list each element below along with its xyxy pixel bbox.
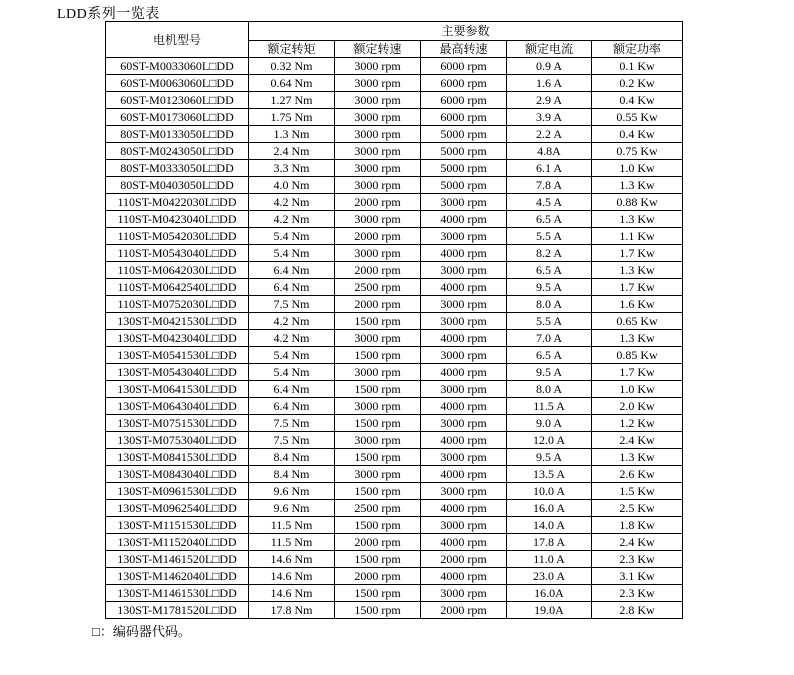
rated-speed-cell: 3000 rpm	[335, 160, 421, 177]
table-row	[106, 364, 683, 381]
rated-current-cell: 17.8 A	[507, 534, 592, 551]
rated-torque-cell: 14.6 Nm	[249, 551, 335, 568]
max-speed-cell: 4000 rpm	[421, 330, 507, 347]
rated-current-cell: 11.0 A	[507, 551, 592, 568]
model-cell: 130ST-M0843040L□DD	[106, 466, 249, 483]
table-row	[106, 449, 683, 466]
table-row	[106, 602, 683, 619]
rated-power-cell: 2.5 Kw	[592, 500, 683, 517]
rated-power-cell: 2.0 Kw	[592, 398, 683, 415]
rated-current-cell: 6.5 A	[507, 347, 592, 364]
rated-speed-cell: 2000 rpm	[335, 228, 421, 245]
rated-torque-cell: 2.4 Nm	[249, 143, 335, 160]
rated-current-cell: 6.1 A	[507, 160, 592, 177]
model-cell: 110ST-M0543040L□DD	[106, 245, 249, 262]
max-speed-cell: 3000 rpm	[421, 313, 507, 330]
model-cell: 110ST-M0752030L□DD	[106, 296, 249, 313]
model-cell: 60ST-M0173060L□DD	[106, 109, 249, 126]
table-row	[106, 211, 683, 228]
rated-power-cell: 2.8 Kw	[592, 602, 683, 619]
rated-power-cell: 1.7 Kw	[592, 279, 683, 296]
rated-speed-cell: 3000 rpm	[335, 58, 421, 75]
max-speed-cell: 3000 rpm	[421, 381, 507, 398]
max-speed-cell: 3000 rpm	[421, 194, 507, 211]
table-row	[106, 58, 683, 75]
max-speed-cell: 3000 rpm	[421, 483, 507, 500]
rated-power-cell: 1.7 Kw	[592, 364, 683, 381]
rated-speed-cell: 2500 rpm	[335, 500, 421, 517]
model-cell: 130ST-M0423040L□DD	[106, 330, 249, 347]
rated-current-cell: 6.5 A	[507, 262, 592, 279]
rated-speed-cell: 1500 rpm	[335, 449, 421, 466]
table-row	[106, 585, 683, 602]
model-cell: 130ST-M0421530L□DD	[106, 313, 249, 330]
rated-torque-cell: 11.5 Nm	[249, 517, 335, 534]
table-row	[106, 432, 683, 449]
rated-speed-cell: 1500 rpm	[335, 602, 421, 619]
rated-speed-cell: 3000 rpm	[335, 330, 421, 347]
rated-speed-cell: 1500 rpm	[335, 313, 421, 330]
max-speed-cell: 4000 rpm	[421, 211, 507, 228]
rated-power-cell: 2.3 Kw	[592, 585, 683, 602]
rated-speed-cell: 3000 rpm	[335, 398, 421, 415]
table-row	[106, 109, 683, 126]
rated-current-cell: 10.0 A	[507, 483, 592, 500]
rated-current-cell: 11.5 A	[507, 398, 592, 415]
model-cell: 130ST-M1151530L□DD	[106, 517, 249, 534]
rated-current-cell: 8.0 A	[507, 296, 592, 313]
model-cell: 110ST-M0542030L□DD	[106, 228, 249, 245]
rated-speed-cell: 3000 rpm	[335, 211, 421, 228]
rated-torque-cell: 4.0 Nm	[249, 177, 335, 194]
column-header-main-params: 主要参数	[249, 22, 683, 41]
max-speed-cell: 5000 rpm	[421, 160, 507, 177]
rated-speed-cell: 1500 rpm	[335, 483, 421, 500]
rated-current-cell: 9.5 A	[507, 364, 592, 381]
rated-speed-cell: 3000 rpm	[335, 143, 421, 160]
rated-torque-cell: 9.6 Nm	[249, 483, 335, 500]
rated-speed-cell: 1500 rpm	[335, 381, 421, 398]
rated-torque-cell: 3.3 Nm	[249, 160, 335, 177]
rated-torque-cell: 1.75 Nm	[249, 109, 335, 126]
table-row	[106, 483, 683, 500]
rated-speed-cell: 2500 rpm	[335, 279, 421, 296]
model-cell: 130ST-M0641530L□DD	[106, 381, 249, 398]
max-speed-cell: 4000 rpm	[421, 279, 507, 296]
rated-speed-cell: 2000 rpm	[335, 568, 421, 585]
rated-current-cell: 9.0 A	[507, 415, 592, 432]
max-speed-cell: 2000 rpm	[421, 602, 507, 619]
model-cell: 60ST-M0033060L□DD	[106, 58, 249, 75]
max-speed-cell: 5000 rpm	[421, 143, 507, 160]
encoder-code-footnote: □：编码器代码。	[92, 624, 191, 639]
model-cell: 130ST-M0962540L□DD	[106, 500, 249, 517]
rated-torque-cell: 5.4 Nm	[249, 228, 335, 245]
max-speed-cell: 4000 rpm	[421, 364, 507, 381]
model-cell: 110ST-M0423040L□DD	[106, 211, 249, 228]
max-speed-cell: 4000 rpm	[421, 534, 507, 551]
rated-torque-cell: 5.4 Nm	[249, 245, 335, 262]
max-speed-cell: 6000 rpm	[421, 92, 507, 109]
max-speed-cell: 6000 rpm	[421, 75, 507, 92]
rated-torque-cell: 14.6 Nm	[249, 568, 335, 585]
rated-power-cell: 0.1 Kw	[592, 58, 683, 75]
table-row	[106, 330, 683, 347]
table-row	[106, 92, 683, 109]
rated-power-cell: 0.4 Kw	[592, 92, 683, 109]
table-row	[106, 75, 683, 92]
max-speed-cell: 2000 rpm	[421, 551, 507, 568]
rated-power-cell: 1.2 Kw	[592, 415, 683, 432]
rated-power-cell: 1.3 Kw	[592, 262, 683, 279]
rated-torque-cell: 5.4 Nm	[249, 364, 335, 381]
rated-speed-cell: 1500 rpm	[335, 551, 421, 568]
max-speed-cell: 6000 rpm	[421, 109, 507, 126]
max-speed-cell: 3000 rpm	[421, 228, 507, 245]
max-speed-cell: 4000 rpm	[421, 432, 507, 449]
rated-torque-cell: 6.4 Nm	[249, 262, 335, 279]
header-row-group	[106, 22, 683, 41]
rated-power-cell: 2.4 Kw	[592, 534, 683, 551]
table-row	[106, 160, 683, 177]
rated-current-cell: 13.5 A	[507, 466, 592, 483]
rated-power-cell: 1.3 Kw	[592, 177, 683, 194]
rated-current-cell: 8.0 A	[507, 381, 592, 398]
rated-torque-cell: 1.3 Nm	[249, 126, 335, 143]
table-row	[106, 194, 683, 211]
rated-current-cell: 4.5 A	[507, 194, 592, 211]
table-row	[106, 313, 683, 330]
rated-power-cell: 1.3 Kw	[592, 211, 683, 228]
rated-speed-cell: 2000 rpm	[335, 296, 421, 313]
rated-speed-cell: 2000 rpm	[335, 262, 421, 279]
rated-current-cell: 12.0 A	[507, 432, 592, 449]
rated-torque-cell: 11.5 Nm	[249, 534, 335, 551]
rated-speed-cell: 3000 rpm	[335, 364, 421, 381]
rated-speed-cell: 3000 rpm	[335, 109, 421, 126]
column-header-rated-speed: 额定转速	[335, 41, 421, 58]
max-speed-cell: 4000 rpm	[421, 500, 507, 517]
rated-power-cell: 0.85 Kw	[592, 347, 683, 364]
column-header-rated-current: 额定电流	[507, 41, 592, 58]
table-row	[106, 296, 683, 313]
model-cell: 110ST-M0642030L□DD	[106, 262, 249, 279]
rated-power-cell: 0.75 Kw	[592, 143, 683, 160]
model-cell: 130ST-M1461530L□DD	[106, 585, 249, 602]
max-speed-cell: 3000 rpm	[421, 517, 507, 534]
rated-current-cell: 9.5 A	[507, 449, 592, 466]
max-speed-cell: 3000 rpm	[421, 347, 507, 364]
rated-power-cell: 1.3 Kw	[592, 449, 683, 466]
rated-current-cell: 2.9 A	[507, 92, 592, 109]
rated-current-cell: 4.8A	[507, 143, 592, 160]
model-cell: 130ST-M1461520L□DD	[106, 551, 249, 568]
table-row	[106, 143, 683, 160]
rated-speed-cell: 1500 rpm	[335, 585, 421, 602]
rated-current-cell: 5.5 A	[507, 313, 592, 330]
rated-power-cell: 1.7 Kw	[592, 245, 683, 262]
rated-current-cell: 3.9 A	[507, 109, 592, 126]
table-row	[106, 534, 683, 551]
max-speed-cell: 5000 rpm	[421, 126, 507, 143]
max-speed-cell: 3000 rpm	[421, 262, 507, 279]
rated-power-cell: 1.0 Kw	[592, 381, 683, 398]
rated-torque-cell: 7.5 Nm	[249, 415, 335, 432]
rated-power-cell: 2.6 Kw	[592, 466, 683, 483]
model-cell: 80ST-M0133050L□DD	[106, 126, 249, 143]
model-cell: 130ST-M0541530L□DD	[106, 347, 249, 364]
rated-current-cell: 14.0 A	[507, 517, 592, 534]
rated-power-cell: 0.88 Kw	[592, 194, 683, 211]
rated-speed-cell: 3000 rpm	[335, 245, 421, 262]
table-row	[106, 568, 683, 585]
rated-speed-cell: 1500 rpm	[335, 347, 421, 364]
table-row	[106, 245, 683, 262]
table-row	[106, 517, 683, 534]
rated-power-cell: 0.4 Kw	[592, 126, 683, 143]
model-cell: 130ST-M0753040L□DD	[106, 432, 249, 449]
rated-current-cell: 2.2 A	[507, 126, 592, 143]
rated-speed-cell: 3000 rpm	[335, 126, 421, 143]
table-row	[106, 177, 683, 194]
rated-speed-cell: 1500 rpm	[335, 517, 421, 534]
model-cell: 60ST-M0123060L□DD	[106, 92, 249, 109]
rated-speed-cell: 2000 rpm	[335, 534, 421, 551]
table-row	[106, 228, 683, 245]
rated-speed-cell: 1500 rpm	[335, 415, 421, 432]
model-cell: 130ST-M0751530L□DD	[106, 415, 249, 432]
max-speed-cell: 5000 rpm	[421, 177, 507, 194]
rated-power-cell: 0.55 Kw	[592, 109, 683, 126]
rated-speed-cell: 3000 rpm	[335, 75, 421, 92]
table-row	[106, 466, 683, 483]
rated-speed-cell: 3000 rpm	[335, 466, 421, 483]
max-speed-cell: 4000 rpm	[421, 466, 507, 483]
table-row	[106, 126, 683, 143]
rated-current-cell: 1.6 A	[507, 75, 592, 92]
model-cell: 110ST-M0422030L□DD	[106, 194, 249, 211]
model-cell: 130ST-M1462040L□DD	[106, 568, 249, 585]
rated-torque-cell: 1.27 Nm	[249, 92, 335, 109]
rated-torque-cell: 8.4 Nm	[249, 466, 335, 483]
rated-speed-cell: 2000 rpm	[335, 194, 421, 211]
rated-power-cell: 1.1 Kw	[592, 228, 683, 245]
rated-torque-cell: 4.2 Nm	[249, 194, 335, 211]
rated-torque-cell: 9.6 Nm	[249, 500, 335, 517]
max-speed-cell: 4000 rpm	[421, 398, 507, 415]
rated-current-cell: 8.2 A	[507, 245, 592, 262]
rated-power-cell: 1.8 Kw	[592, 517, 683, 534]
rated-current-cell: 23.0 A	[507, 568, 592, 585]
table-header	[106, 22, 683, 58]
rated-torque-cell: 7.5 Nm	[249, 432, 335, 449]
rated-torque-cell: 4.2 Nm	[249, 211, 335, 228]
model-cell: 80ST-M0403050L□DD	[106, 177, 249, 194]
rated-current-cell: 9.5 A	[507, 279, 592, 296]
rated-speed-cell: 3000 rpm	[335, 432, 421, 449]
model-cell: 130ST-M0643040L□DD	[106, 398, 249, 415]
model-cell: 130ST-M0841530L□DD	[106, 449, 249, 466]
table-row	[106, 279, 683, 296]
rated-torque-cell: 14.6 Nm	[249, 585, 335, 602]
rated-power-cell: 3.1 Kw	[592, 568, 683, 585]
rated-power-cell: 1.6 Kw	[592, 296, 683, 313]
rated-current-cell: 0.9 A	[507, 58, 592, 75]
table-row	[106, 551, 683, 568]
rated-power-cell: 1.5 Kw	[592, 483, 683, 500]
rated-power-cell: 1.0 Kw	[592, 160, 683, 177]
rated-speed-cell: 3000 rpm	[335, 177, 421, 194]
rated-torque-cell: 4.2 Nm	[249, 330, 335, 347]
max-speed-cell: 3000 rpm	[421, 449, 507, 466]
column-header-rated-torque: 额定转矩	[249, 41, 335, 58]
rated-torque-cell: 17.8 Nm	[249, 602, 335, 619]
rated-torque-cell: 6.4 Nm	[249, 381, 335, 398]
rated-torque-cell: 6.4 Nm	[249, 398, 335, 415]
rated-torque-cell: 7.5 Nm	[249, 296, 335, 313]
rated-power-cell: 0.2 Kw	[592, 75, 683, 92]
model-cell: 80ST-M0243050L□DD	[106, 143, 249, 160]
model-cell: 110ST-M0642540L□DD	[106, 279, 249, 296]
column-header-max-speed: 最高转速	[421, 41, 507, 58]
model-cell: 130ST-M1152040L□DD	[106, 534, 249, 551]
rated-current-cell: 6.5 A	[507, 211, 592, 228]
column-header-rated-power: 额定功率	[592, 41, 683, 58]
table-row	[106, 398, 683, 415]
page-title: LDD系列一览表	[57, 7, 160, 22]
rated-power-cell: 2.4 Kw	[592, 432, 683, 449]
rated-torque-cell: 4.2 Nm	[249, 313, 335, 330]
max-speed-cell: 3000 rpm	[421, 296, 507, 313]
model-cell: 130ST-M0961530L□DD	[106, 483, 249, 500]
max-speed-cell: 4000 rpm	[421, 568, 507, 585]
rated-current-cell: 19.0A	[507, 602, 592, 619]
table-row	[106, 347, 683, 364]
model-cell: 130ST-M1781520L□DD	[106, 602, 249, 619]
max-speed-cell: 6000 rpm	[421, 58, 507, 75]
max-speed-cell: 3000 rpm	[421, 585, 507, 602]
rated-current-cell: 16.0 A	[507, 500, 592, 517]
table-row	[106, 381, 683, 398]
table-row	[106, 262, 683, 279]
model-cell: 60ST-M0063060L□DD	[106, 75, 249, 92]
rated-current-cell: 7.0 A	[507, 330, 592, 347]
model-cell: 80ST-M0333050L□DD	[106, 160, 249, 177]
rated-torque-cell: 8.4 Nm	[249, 449, 335, 466]
rated-current-cell: 5.5 A	[507, 228, 592, 245]
rated-torque-cell: 0.64 Nm	[249, 75, 335, 92]
rated-power-cell: 0.65 Kw	[592, 313, 683, 330]
rated-torque-cell: 6.4 Nm	[249, 279, 335, 296]
table-row	[106, 500, 683, 517]
rated-torque-cell: 0.32 Nm	[249, 58, 335, 75]
rated-current-cell: 7.8 A	[507, 177, 592, 194]
table-row	[106, 415, 683, 432]
rated-torque-cell: 5.4 Nm	[249, 347, 335, 364]
max-speed-cell: 3000 rpm	[421, 415, 507, 432]
table-body	[106, 58, 683, 619]
column-header-motor-model: 电机型号	[106, 22, 249, 58]
rated-power-cell: 2.3 Kw	[592, 551, 683, 568]
rated-speed-cell: 3000 rpm	[335, 92, 421, 109]
rated-power-cell: 1.3 Kw	[592, 330, 683, 347]
rated-current-cell: 16.0A	[507, 585, 592, 602]
motor-spec-table	[105, 21, 683, 619]
model-cell: 130ST-M0543040L□DD	[106, 364, 249, 381]
max-speed-cell: 4000 rpm	[421, 245, 507, 262]
